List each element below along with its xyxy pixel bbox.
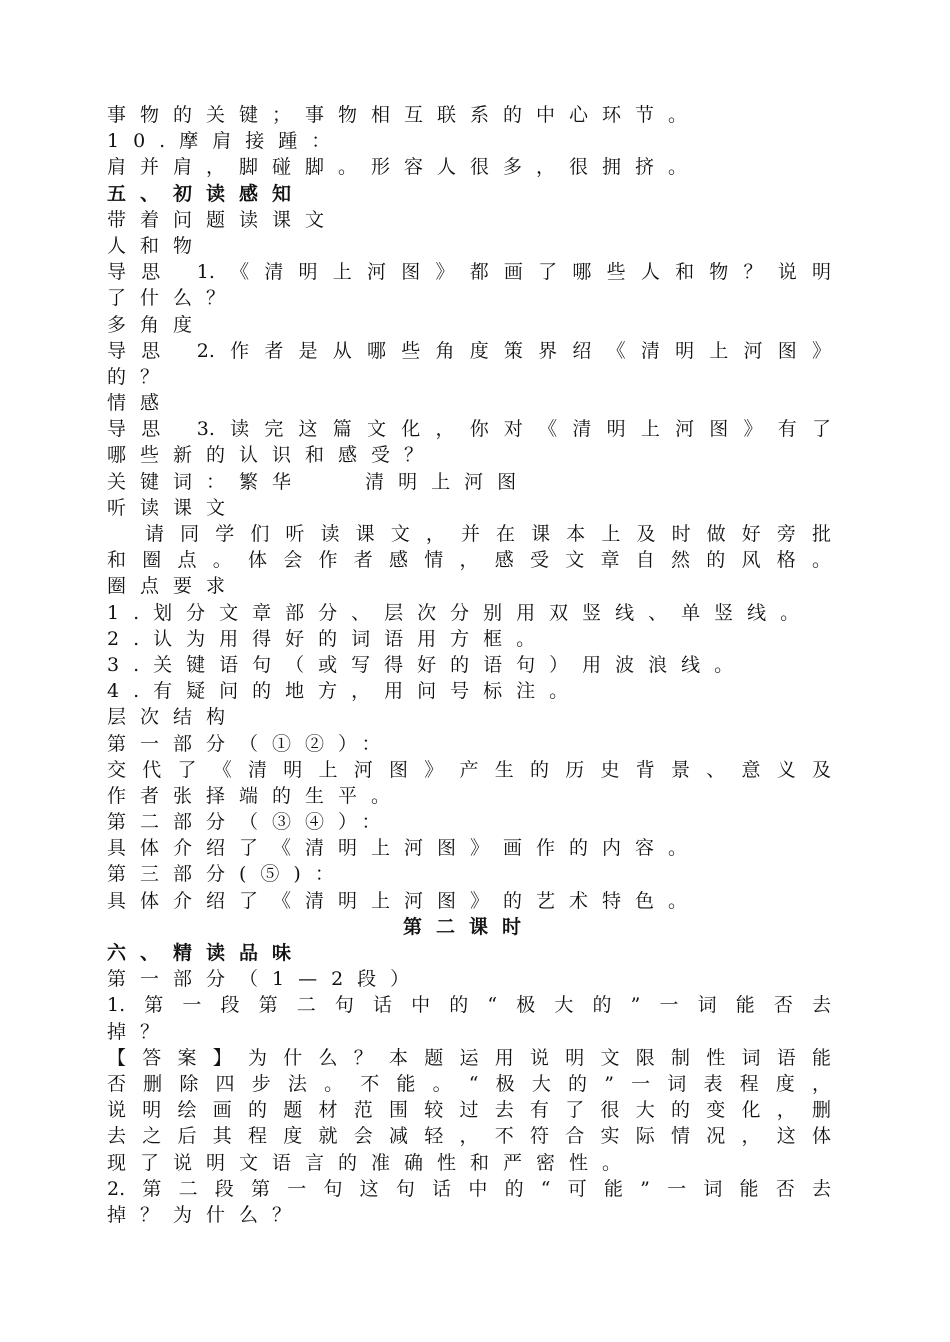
text-line: 去之后其程度就会减轻，不符合实际情况，这体 <box>107 1125 831 1148</box>
text-line: 掉？为什么？ <box>107 1203 306 1226</box>
text-line: 圈点要求 <box>107 575 240 598</box>
text-line: 导思 2.作者是从哪些角度策界绍《清明上河图》 <box>107 339 831 362</box>
text-line: 肩并肩，脚碰脚。形容人很多，很拥挤。 <box>107 156 702 179</box>
text-line: 1.第一段第二句话中的“极大的”一词能否去 <box>107 994 831 1017</box>
text-line: 2.第二段第一句这句话中的“可能”一词能否去 <box>107 1177 831 1200</box>
text-line: 带着问题读课文 <box>107 208 339 231</box>
lesson-title: 第二课时 <box>402 915 535 938</box>
text-line: 请同学们听读课文，并在课本上及时做好旁批 <box>145 523 831 545</box>
text-line: 人和物 <box>107 234 207 257</box>
text-line: 作者张择端的生平。 <box>107 784 405 807</box>
text-line: 第三部分(⑤)： <box>107 863 348 886</box>
text-line: 第二部分（③④）： <box>107 811 395 834</box>
text-line: 关键词：繁华 清明上河图 <box>107 470 531 493</box>
text-line: 事物的关键；事物相互联系的中心环节。 <box>107 104 702 126</box>
text-line: 4.有疑问的地方，用问号标注。 <box>107 680 583 703</box>
document-page <box>107 102 831 1228</box>
text-line: 3.关键语句（或写得好的语句）用波浪线。 <box>107 653 748 676</box>
text-line: 具体介绍了《清明上河图》画作的内容。 <box>107 837 702 860</box>
section-heading: 五、初读感知 <box>107 182 306 205</box>
text-line: 掉？ <box>107 1020 174 1043</box>
text-line: 导思 1.《清明上河图》都画了哪些人和物？说明 <box>107 261 831 284</box>
text-line: 2.认为用得好的词语用方框。 <box>107 627 550 650</box>
text-line: 现了说明文语言的准确性和严密性。 <box>107 1151 636 1174</box>
text-line: 第一部分（①②）： <box>107 732 395 755</box>
text-line: 导思 3.读完这篇文化，你对《清明上河图》有了 <box>107 418 831 441</box>
section-heading: 六、精读品味 <box>107 942 306 964</box>
text-line: 听读课文 <box>107 496 240 519</box>
text-line: 层次结构 <box>107 706 240 729</box>
text-line: 的？ <box>107 365 174 388</box>
text-line: 了什么？ <box>107 287 240 310</box>
text-line: 10.摩肩接踵： <box>107 130 345 153</box>
text-line: 1.划分文章部分、层次分别用双竖线、单竖线。 <box>107 601 814 624</box>
text-line: 交代了《清明上河图》产生的历史背景、意义及 <box>107 758 831 781</box>
text-line: 具体介绍了《清明上河图》的艺术特色。 <box>107 889 702 912</box>
text-line: 情感 <box>107 392 174 415</box>
text-line: 和圈点。体会作者感情，感受文章自然的风格。 <box>107 549 831 572</box>
text-line: 哪些新的认识和感受？ <box>107 444 438 467</box>
text-line: 多角度 <box>107 313 207 336</box>
text-line: 【答案】为什么？本题运用说明文限制性词语能 <box>107 1046 831 1069</box>
text-line: 否删除四步法。不能。“极大的”一词表程度， <box>107 1072 831 1095</box>
text-line: 第一部分（1—2段） <box>107 968 424 991</box>
text-line: 说明绘画的题材范围较过去有了很大的变化，删 <box>107 1099 831 1122</box>
